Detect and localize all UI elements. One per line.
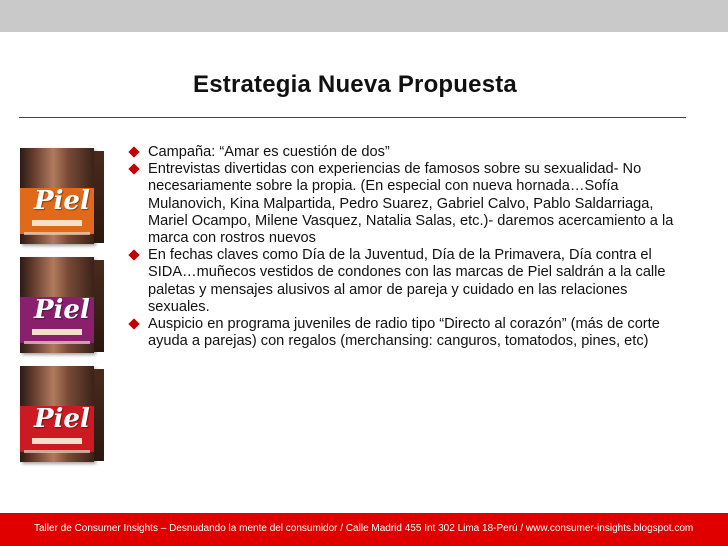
- product-package-image: [20, 148, 108, 246]
- diamond-bullet-icon: [128, 146, 139, 157]
- diamond-bullet-icon: [128, 250, 139, 261]
- bullet-text: Auspicio en programa juveniles de radio tipo “Directo al corazón” (más de corte ayuda a parejas) con regalos (merchansing: canguros, tomatodos, pines, etc): [148, 316, 660, 350]
- package-side: [94, 151, 104, 243]
- package-brand: Piel: [34, 295, 90, 325]
- footer-bar: [0, 513, 728, 546]
- package-side: [94, 260, 104, 352]
- package-strip: [24, 232, 90, 235]
- product-package-image: [20, 257, 108, 355]
- package-strip: [24, 341, 90, 344]
- bullet-text: En fechas claves como Día de la Juventud, Día de la Primavera, Día contra el SIDA…muñecos vestidos de condones con las marcas de Piel saldrán a la calle paletas y mensajes alusivos al amor de pareja y cuidado en las relaciones sexuales.: [148, 247, 666, 315]
- bullet-text: Campaña: “Amar es cuestión de dos”: [148, 144, 390, 160]
- package-strip: [24, 450, 90, 453]
- bullet-item: [128, 247, 688, 316]
- bullet-list: [128, 144, 688, 350]
- diamond-bullet-icon: [128, 164, 139, 175]
- package-brand: Piel: [34, 186, 90, 216]
- bullet-item: [128, 144, 688, 161]
- package-tag: [32, 329, 82, 335]
- bullet-item: [128, 161, 688, 247]
- package-side: [94, 369, 104, 461]
- package-tag: [32, 438, 82, 444]
- bullet-text: Entrevistas divertidas con experiencias de famosos sobre su sexualidad- No necesariamente sobre la propia. (En especial con nueva hornada…Sofía Mulanovich, Kina Malpartida, Pedro Suarez, Gabriel Calvo, Pablo Saldarriaga, Mariel Ocampo, Milene Vasquez, Natalia Salas, etc.)- daremos acercamiento a la marca con rostros nuevos: [148, 161, 674, 247]
- top-bar: [0, 0, 728, 32]
- slide-title: Estrategia Nueva Propuesta: [193, 71, 517, 98]
- package-brand: Piel: [34, 404, 90, 434]
- package-tag: [32, 220, 82, 226]
- diamond-bullet-icon: [128, 318, 139, 329]
- title-divider: [19, 117, 686, 118]
- footer-text: Taller de Consumer Insights – Desnudando la mente del consumidor / Calle Madrid 455 Int 302 Lima 18-Perú / www.consumer-insights.blogspot.com: [34, 523, 694, 534]
- product-package-image: [20, 366, 108, 464]
- bullet-item: [128, 316, 688, 350]
